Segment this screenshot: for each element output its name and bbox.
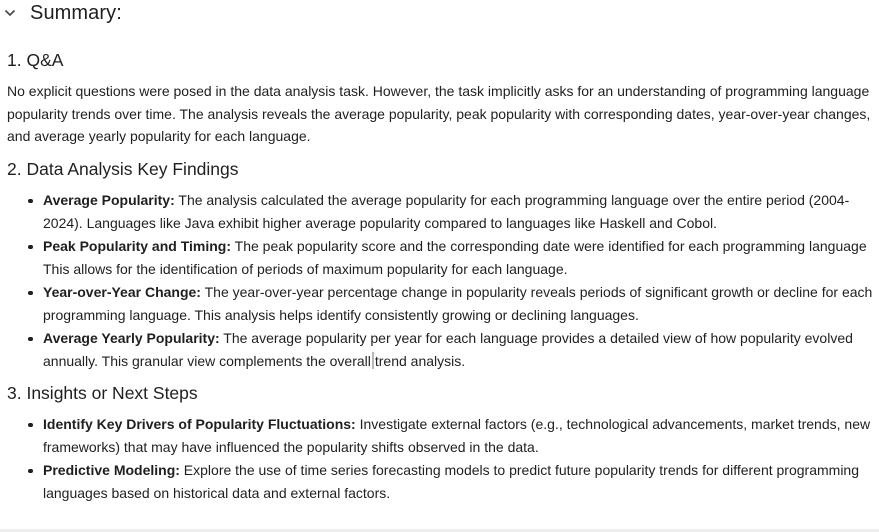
- list-item: [43, 413, 879, 459]
- item-text: The analysis calculated the average popularity for each programming language over the entire period (2004-2024). Languages like Java exhibit higher average popularity compared to languages like Haskell and Cobol.: [43, 191, 850, 231]
- item-label: Identify Key Drivers of Popularity Fluctuations:: [43, 415, 356, 432]
- summary-title: Summary:: [30, 1, 122, 24]
- findings-list: [7, 189, 879, 373]
- summary-header[interactable]: [0, 0, 122, 26]
- chevron-down-icon[interactable]: [0, 2, 21, 24]
- summary-content: [7, 46, 879, 511]
- section-key-findings: [7, 155, 879, 373]
- item-text: Investigate external factors (e.g., technological advancements, market trends, new frameworks) that may have influenced the popularity shifts observed in the data.: [43, 415, 871, 455]
- item-label: Year-over-Year Change:: [43, 283, 201, 300]
- item-label: Peak Popularity and Timing:: [43, 237, 232, 254]
- section-next-steps: [7, 379, 879, 505]
- item-text: trend analysis.: [374, 352, 466, 369]
- section-heading: 3. Insights or Next Steps: [7, 382, 198, 403]
- item-label: Average Popularity:: [43, 191, 175, 208]
- item-text: The peak popularity score and the corresponding date were identified for each programming language This allows for the identification of periods of maximum popularity for each language.: [43, 237, 867, 277]
- item-label: Predictive Modeling:: [43, 461, 180, 478]
- section-heading: 1. Q&A: [7, 50, 64, 70]
- list-item: [43, 327, 879, 373]
- section-qa: [7, 46, 879, 148]
- text-cursor: [372, 352, 374, 369]
- list-item: [43, 189, 879, 235]
- item-text: Explore the use of time series forecasting models to predict future popularity trends for different programming languages based on historical data and external factors.: [43, 461, 859, 501]
- qa-paragraph: No explicit questions were posed in the data analysis task. However, the task implicitly asks for an understanding of programming language popularity trends over time. The analysis reveals the average popularity, peak popularity with corresponding dates, year-over-year changes, and average yearly popularity for each language.: [7, 83, 871, 145]
- item-text: The year-over-year percentage change in popularity reveals periods of significant growth or decline for each programming language. This analysis helps identify consistently growing or declining languages.: [43, 283, 873, 323]
- section-heading: 2. Data Analysis Key Findings: [7, 158, 239, 179]
- list-item: [43, 235, 879, 281]
- next-steps-list: [7, 413, 879, 505]
- list-item: [43, 281, 879, 327]
- item-label: Average Yearly Popularity:: [43, 329, 220, 346]
- list-item: [43, 459, 879, 505]
- item-text: The average popularity per year for each language provides a detailed view of how popularity evolved annually. This granular view complements the overall: [43, 329, 853, 369]
